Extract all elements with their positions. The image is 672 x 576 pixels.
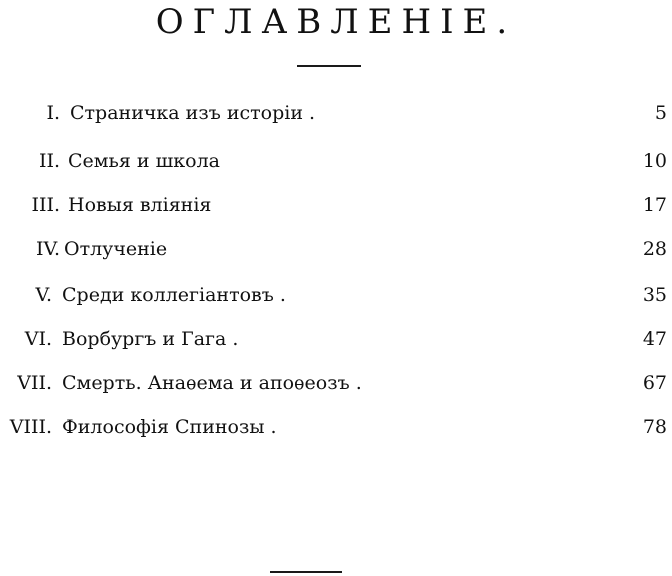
chapter-title: Страничка изъ исторіи . bbox=[70, 102, 316, 124]
chapter-title: Новыя вліянія bbox=[68, 194, 212, 216]
page-number: 10 bbox=[642, 150, 667, 172]
page-number: 67 bbox=[642, 372, 667, 394]
page-number: 28 bbox=[642, 238, 667, 260]
toc-entry bbox=[0, 98, 672, 128]
page-title: ОГЛАВЛЕНІЕ. bbox=[155, 2, 517, 42]
page-number: 78 bbox=[642, 416, 667, 438]
toc-entry bbox=[0, 234, 672, 264]
chapter-numeral: VII. bbox=[17, 372, 52, 394]
chapter-numeral: III. bbox=[31, 194, 60, 216]
page-number: 35 bbox=[642, 284, 667, 306]
toc-entry bbox=[0, 146, 672, 176]
chapter-title: Семья и школа bbox=[68, 150, 221, 172]
toc-entry bbox=[0, 190, 672, 220]
chapter-numeral: II. bbox=[38, 150, 60, 172]
page-number: 17 bbox=[642, 194, 667, 216]
chapter-title: Философія Спинозы . bbox=[62, 416, 277, 438]
chapter-numeral: IV. bbox=[36, 238, 60, 260]
chapter-title: Ворбургъ и Гага . bbox=[62, 328, 239, 350]
chapter-numeral: V. bbox=[35, 284, 52, 306]
page-number: 47 bbox=[642, 328, 667, 350]
chapter-title: Отлученіе bbox=[64, 238, 168, 260]
title-divider bbox=[297, 65, 361, 67]
chapter-numeral: VI. bbox=[24, 328, 52, 350]
toc-entry bbox=[0, 280, 672, 310]
chapter-numeral: VIII. bbox=[9, 416, 52, 438]
chapter-title: Среди коллегіантовъ . bbox=[62, 284, 286, 306]
toc-entry bbox=[0, 368, 672, 398]
page-number: 5 bbox=[654, 102, 667, 124]
chapter-title: Смерть. Анаѳема и апоѳеозъ . bbox=[62, 372, 362, 394]
toc-entry bbox=[0, 324, 672, 354]
bottom-divider bbox=[270, 571, 342, 573]
chapter-numeral: I. bbox=[46, 102, 60, 124]
toc-entry bbox=[0, 412, 672, 442]
